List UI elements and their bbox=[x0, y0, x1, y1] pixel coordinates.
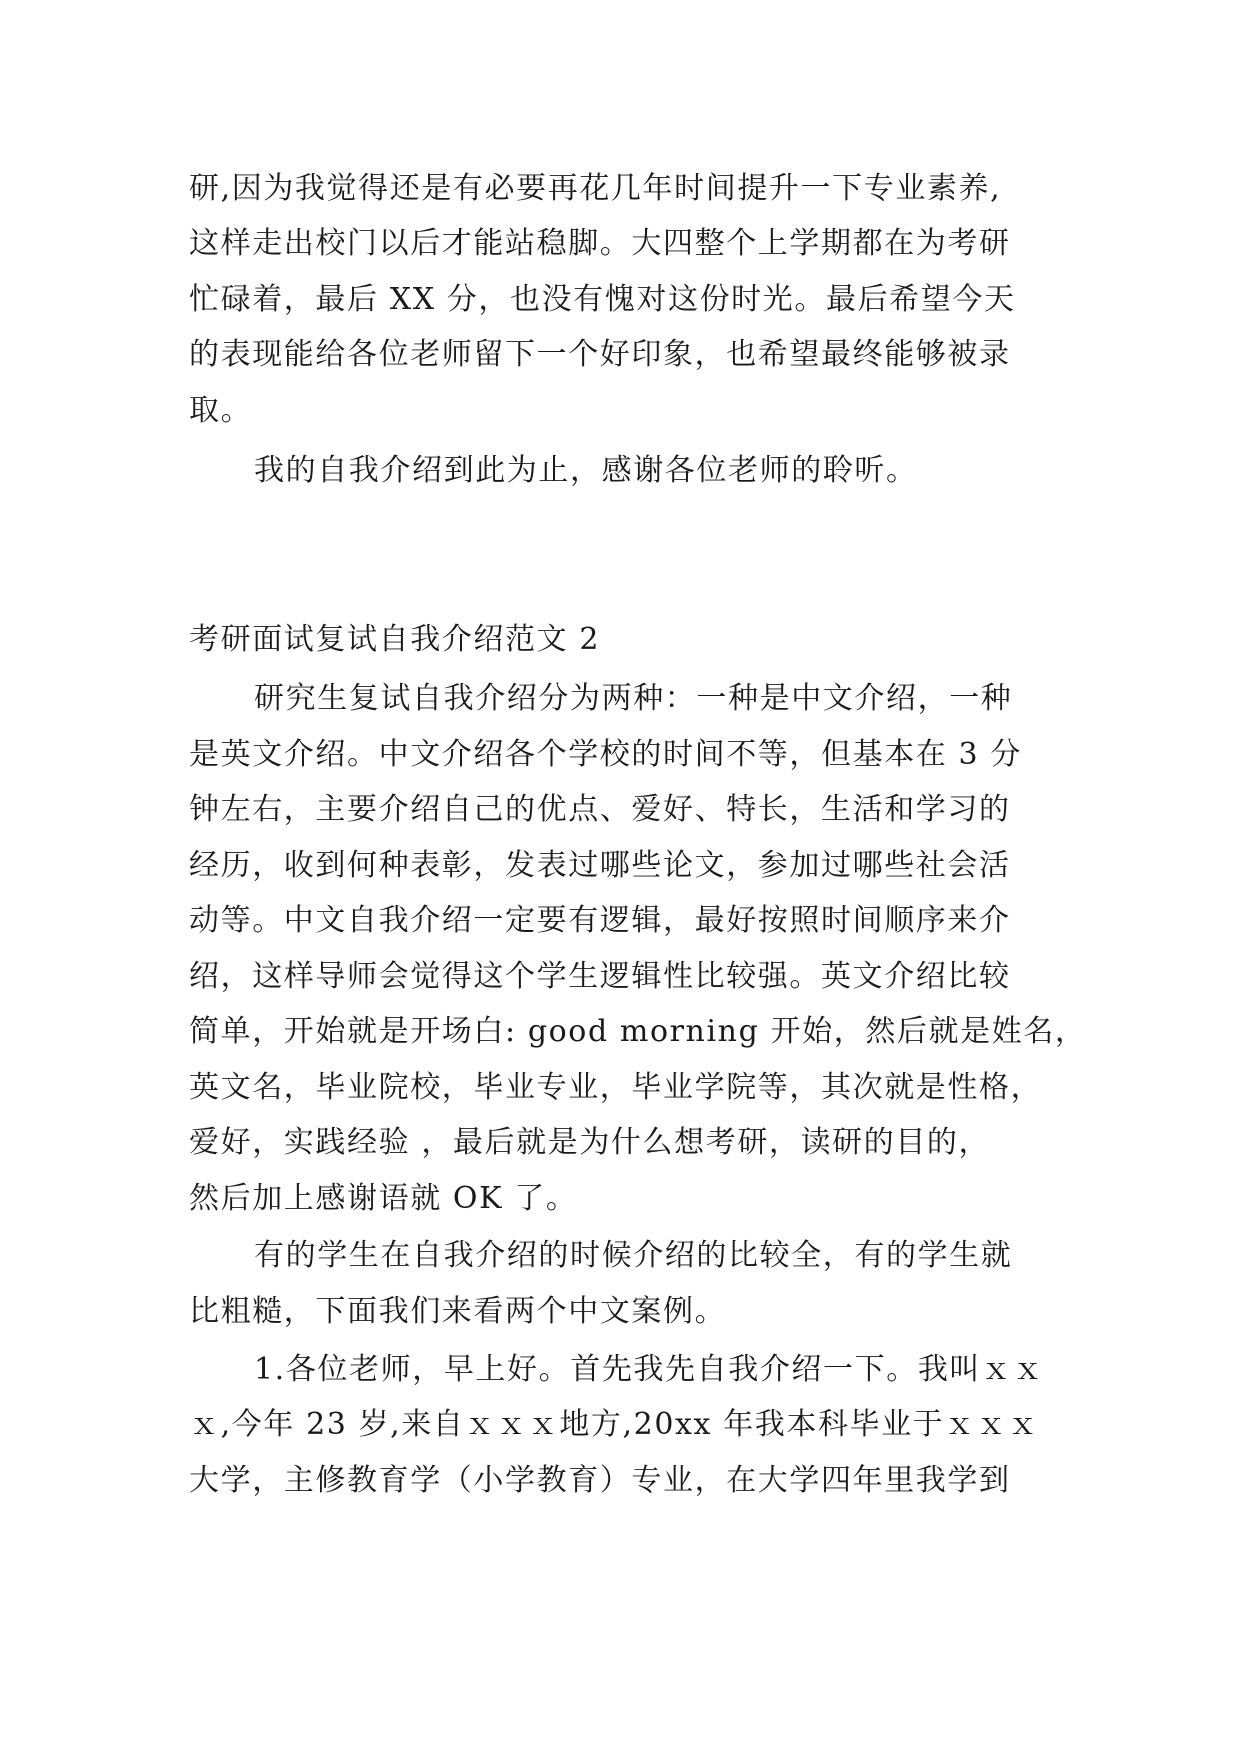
paragraph-line: 忙碌着，最后 XX 分，也没有愧对这份时光。最后希望今天 bbox=[189, 282, 1016, 317]
paragraph-line: 动等。中文自我介绍一定要有逻辑，最好按照时间顺序来介 bbox=[189, 903, 1011, 938]
paragraph-line: 研究生复试自我介绍分为两种：一种是中文介绍，一种 bbox=[254, 681, 1013, 716]
paragraph-line: 钟左右，主要介绍自己的优点、爱好、特长，生活和学习的 bbox=[189, 792, 1011, 827]
paragraph-line: 英文名，毕业院校，毕业专业，毕业学院等，其次就是性格， bbox=[189, 1070, 1043, 1105]
paragraph-line: 然后加上感谢语就 OK 了。 bbox=[189, 1181, 578, 1216]
paragraph-line: 这样走出校门以后才能站稳脚。大四整个上学期都在为考研 bbox=[189, 226, 1011, 261]
paragraph-line: 研,因为我觉得还是有必要再花几年时间提升一下专业素养, bbox=[189, 171, 1002, 206]
paragraph-line: 我的自我介绍到此为止，感谢各位老师的聆听。 bbox=[254, 453, 918, 488]
paragraph-line: 的表现能给各位老师留下一个好印象，也希望最终能够被录 bbox=[189, 337, 1011, 372]
paragraph-line: 有的学生在自我介绍的时候介绍的比较全，有的学生就 bbox=[254, 1238, 1013, 1273]
paragraph-line: 取。 bbox=[189, 393, 253, 428]
paragraph-line: 绍，这样导师会觉得这个学生逻辑性比较强。英文介绍比较 bbox=[189, 959, 1011, 994]
paragraph-line: 爱好，实践经验 ，最后就是为什么想考研，读研的目的， bbox=[189, 1125, 991, 1160]
paragraph-line: 大学，主修教育学（小学教育）专业，在大学四年里我学到 bbox=[189, 1463, 1011, 1498]
paragraph-line: 比粗糙，下面我们来看两个中文案例。 bbox=[189, 1294, 727, 1329]
paragraph-line: 是英文介绍。中文介绍各个学校的时间不等，但基本在 3 分 bbox=[189, 737, 1022, 772]
paragraph-line: 简单，开始就是开场白: good morning 开始，然后就是姓名， bbox=[189, 1014, 1087, 1049]
paragraph-line: ｘ,今年 23 岁,来自ｘｘｘ地方,20xx 年我本科毕业于ｘｘｘ bbox=[189, 1407, 1040, 1442]
paragraph-line: 1.各位老师，早上好。首先我先自我介绍一下。我叫ｘｘ bbox=[254, 1352, 1045, 1387]
section-heading: 考研面试复试自我介绍范文 2 bbox=[189, 622, 601, 657]
paragraph-line: 经历，收到何种表彰，发表过哪些论文，参加过哪些社会活 bbox=[189, 848, 1011, 883]
